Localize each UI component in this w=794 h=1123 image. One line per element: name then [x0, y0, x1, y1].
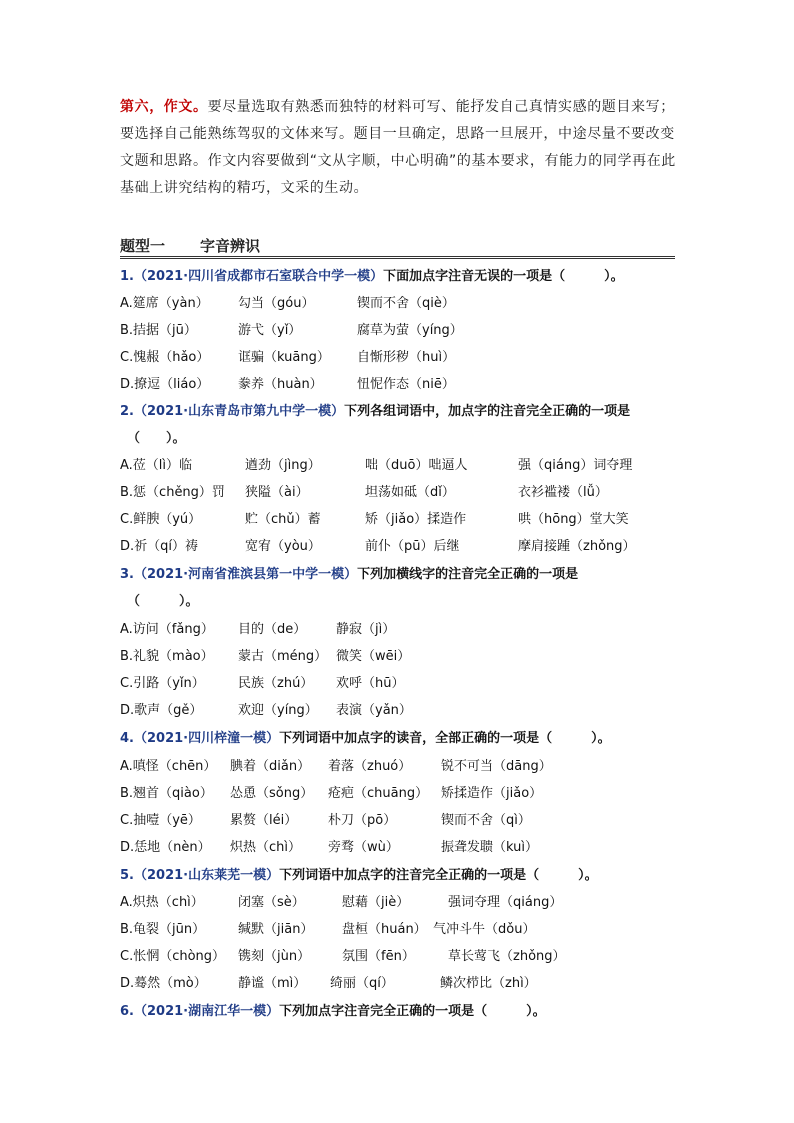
option-word: 锲而不舍（qì） — [441, 813, 531, 828]
question-1: 1.（2021·四川省成都市石室联合中学一模）下面加点字注音无误的一项是（ ）。 — [120, 269, 624, 284]
intro-paragraph — [120, 94, 680, 202]
option-word: 锲而不舍（qiè） — [357, 296, 455, 311]
option-word: A.访问（fǎng） — [120, 622, 214, 637]
q5-option-d — [120, 970, 700, 997]
option-word: A.莅（lì）临 — [120, 458, 193, 473]
option-word: 表演（yǎn） — [336, 703, 412, 718]
option-word: C.怅惘（chòng） — [120, 949, 226, 964]
option-word: 蒙古（méng） — [238, 649, 328, 664]
section-label: 题型一 — [120, 237, 166, 255]
option-word: C.鲜腴（yú） — [120, 512, 202, 527]
option-word: 狭隘（ài） — [245, 485, 309, 500]
q4-option-b — [120, 780, 700, 807]
q2-option-a — [120, 452, 700, 479]
option-word: 遒劲（jìng） — [245, 458, 321, 473]
option-word: 自惭形秽（huì） — [357, 350, 456, 365]
option-word: B.龟裂（jūn） — [120, 922, 206, 937]
option-word: B.惩（chěng）罚 — [120, 485, 225, 500]
option-word: 腐草为萤（yíng） — [357, 323, 463, 338]
q4-option-c — [120, 807, 700, 834]
option-word: 疮疤（chuāng） — [328, 786, 429, 801]
option-word: 矫（jiǎo）揉造作 — [365, 512, 467, 527]
q2-option-b — [120, 479, 700, 506]
option-word: D.蓦然（mò） — [120, 976, 207, 991]
option-word: D.歌声（gě） — [120, 703, 203, 718]
section-heading — [120, 234, 675, 259]
q5-option-c — [120, 943, 700, 970]
q1-option-c — [120, 344, 700, 371]
section-title: 字音辨识 — [200, 237, 261, 255]
option-word: 振聋发聩（kuì） — [441, 840, 538, 855]
option-word: 静寂（jì） — [336, 622, 396, 637]
option-word: 锐不可当（dāng） — [441, 759, 552, 774]
question-6: 6.（2021·湖南江华一模）下列加点字注音完全正确的一项是（ ）。 — [120, 1004, 546, 1019]
q1-option-b — [120, 317, 700, 344]
option-word: 强（qiáng）词夺理 — [518, 458, 633, 473]
option-word: 氛围（fēn） — [342, 949, 415, 964]
q4-option-d — [120, 834, 700, 861]
option-word: 忸怩作态（niē） — [357, 377, 455, 392]
option-word: 前仆（pū）后继 — [365, 539, 460, 554]
q1-option-d — [120, 371, 700, 398]
q3-option-b — [120, 643, 700, 670]
q4-option-a — [120, 753, 700, 780]
question-5: 5.（2021·山东莱芜一模）下列词语中加点字的注音完全正确的一项是（ ）。 — [120, 868, 598, 883]
option-word: 豢养（huàn） — [238, 377, 323, 392]
option-word: 鳞次栉比（zhì） — [440, 976, 537, 991]
option-word: 欢呼（hū） — [336, 676, 405, 691]
option-word: 累赘（léi） — [230, 813, 298, 828]
option-word: 旁骛（wù） — [328, 840, 399, 855]
option-word: B.礼貌（mào） — [120, 649, 214, 664]
q3-option-c — [120, 670, 700, 697]
q1-option-a — [120, 290, 700, 317]
option-word: 民族（zhú） — [238, 676, 314, 691]
option-word: 坦荡如砥（dǐ） — [365, 485, 455, 500]
option-word: 慰藉（jiè） — [342, 895, 410, 910]
option-word: C.愧赧（hǎo） — [120, 350, 210, 365]
option-word: 勾当（góu） — [238, 296, 315, 311]
option-word: 游弋（yǐ） — [238, 323, 302, 338]
option-word: B.翘首（qiào） — [120, 786, 213, 801]
option-word: 诓骗（kuāng） — [238, 350, 330, 365]
option-word: 衣衫褴褛（lǚ） — [518, 485, 608, 500]
option-word: 腆着（diǎn） — [230, 759, 311, 774]
option-word: C.抽噎（yē） — [120, 813, 201, 828]
q3-option-d — [120, 697, 700, 724]
option-word: 目的（de） — [238, 622, 307, 637]
q5-option-a — [120, 889, 700, 916]
question-3: 3.（2021·河南省淮滨县第一中学一模）下列加横线字的注音完全正确的一项是 — [120, 567, 579, 582]
question-2: 2.（2021·山东青岛市第九中学一模）下列各组词语中，加点字的注音完全正确的一项是 — [120, 404, 631, 419]
option-word: 静谧（mì） — [238, 976, 307, 991]
option-word: 矫揉造作（jiǎo） — [441, 786, 543, 801]
option-word: 闭塞（sè） — [238, 895, 305, 910]
option-word: 草长莺飞（zhǒng） — [448, 949, 566, 964]
option-word: D.恁地（nèn） — [120, 840, 211, 855]
q2-option-d — [120, 533, 700, 560]
option-word: 镌刻（jùn） — [238, 949, 311, 964]
option-word: 哄（hōng）堂大笑 — [518, 512, 629, 527]
option-word: A.炽热（chì） — [120, 895, 204, 910]
option-word: 缄默（jiān） — [238, 922, 314, 937]
question-3-answer-blank: （ ）。 — [127, 594, 199, 609]
option-word: 咄（duō）咄逼人 — [365, 458, 468, 473]
option-word: 贮（chǔ）蓄 — [245, 512, 321, 527]
intro-lead: 第六，作文。 — [120, 99, 208, 115]
option-word: D.撩逗（liáo） — [120, 377, 210, 392]
q2-option-c — [120, 506, 700, 533]
option-word: 欢迎（yíng） — [238, 703, 318, 718]
option-word: 怂恿（sǒng） — [230, 786, 314, 801]
option-word: 绮丽（qí） — [330, 976, 394, 991]
option-word: 着落（zhuó） — [328, 759, 412, 774]
option-word: 强词夺理（qiáng） — [448, 895, 563, 910]
option-word: B.拮据（jū） — [120, 323, 197, 338]
intro-text: 要尽量选取有熟悉而独特的材料可写、能抒发自己真情实感的题目来写；要选择自己能熟练驾驭的文体来写。题目一旦确定，思路一旦展开，中途尽量不要改变文题和思路。作文内容要做到“文从字顺，中心明确”的基本要求，有能力的同学再在此基础上讲究结构的精巧，文采的生动。 — [120, 99, 676, 196]
option-word: C.引路（yǐn） — [120, 676, 205, 691]
option-word: 盘桓（huán） — [342, 922, 427, 937]
option-word: 气冲斗牛（dǒu） — [433, 922, 536, 937]
option-word: D.祈（qí）祷 — [120, 539, 199, 554]
option-word: 微笑（wēi） — [336, 649, 411, 664]
q3-option-a — [120, 616, 700, 643]
question-4: 4.（2021·四川梓潼一模）下列词语中加点字的读音，全部正确的一项是（ ）。 — [120, 731, 611, 746]
option-word: 炽热（chì） — [230, 840, 301, 855]
q5-option-b — [120, 916, 700, 943]
option-word: A.筵席（yàn） — [120, 296, 209, 311]
option-word: A.嗔怪（chēn） — [120, 759, 217, 774]
option-word: 宽宥（yòu） — [245, 539, 321, 554]
option-word: 朴刀（pō） — [328, 813, 397, 828]
option-word: 摩肩接踵（zhǒng） — [518, 539, 636, 554]
question-2-answer-blank: （ ）。 — [127, 431, 186, 446]
